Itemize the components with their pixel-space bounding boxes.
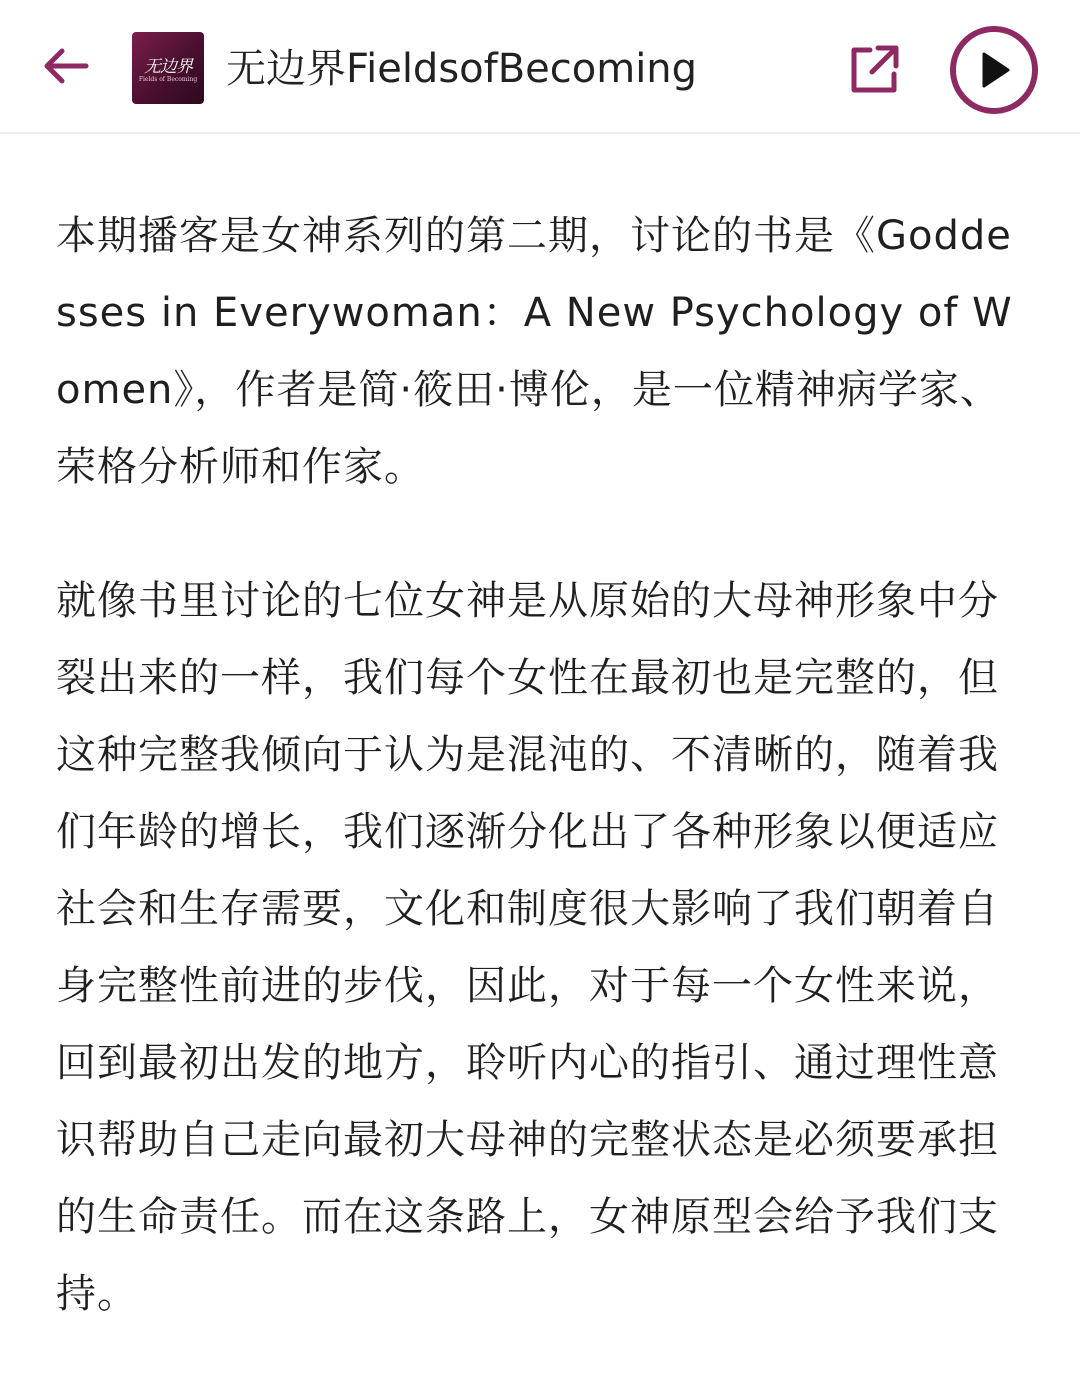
- episode-description: [56, 198, 1024, 1333]
- play-button[interactable]: [950, 26, 1038, 114]
- logo-text: 无边界: [144, 57, 192, 77]
- arrow-left-icon: [40, 46, 92, 86]
- play-icon: [974, 50, 1014, 90]
- share-external-icon: [848, 42, 902, 96]
- back-button[interactable]: [38, 38, 94, 94]
- description-paragraph-1: 本期播客是女神系列的第二期，讨论的书是《Goddesses in Everywoman：A New Psychology of Women》，作者是简·筱田·博伦，是一位精神病学家、荣格分析师和作家。: [56, 213, 1013, 490]
- top-bar: [0, 0, 1080, 134]
- share-button[interactable]: [846, 40, 904, 98]
- logo-subtext: Fields of Becoming: [138, 76, 198, 83]
- description-paragraph-2: 就像书里讨论的七位女神是从原始的大母神形象中分裂出来的一样，我们每个女性在最初也是完整的，但这种完整我倾向于认为是混沌的、不清晰的，随着我们年龄的增长，我们逐渐分化出了各种形象以便适应社会和生存需要，文化和制度很大影响了我们朝着自身完整性前进的步伐，因此，对于每一个女性来说，回到最初出发的地方，聆听内心的指引、通过理性意识帮助自己走向最初大母神的完整状态是必须要承担的生命责任。而在这条路上，女神原型会给予我们支持。: [56, 578, 999, 1317]
- podcast-logo[interactable]: [132, 32, 204, 104]
- podcast-title: 无边界FieldsofBecoming: [226, 46, 698, 92]
